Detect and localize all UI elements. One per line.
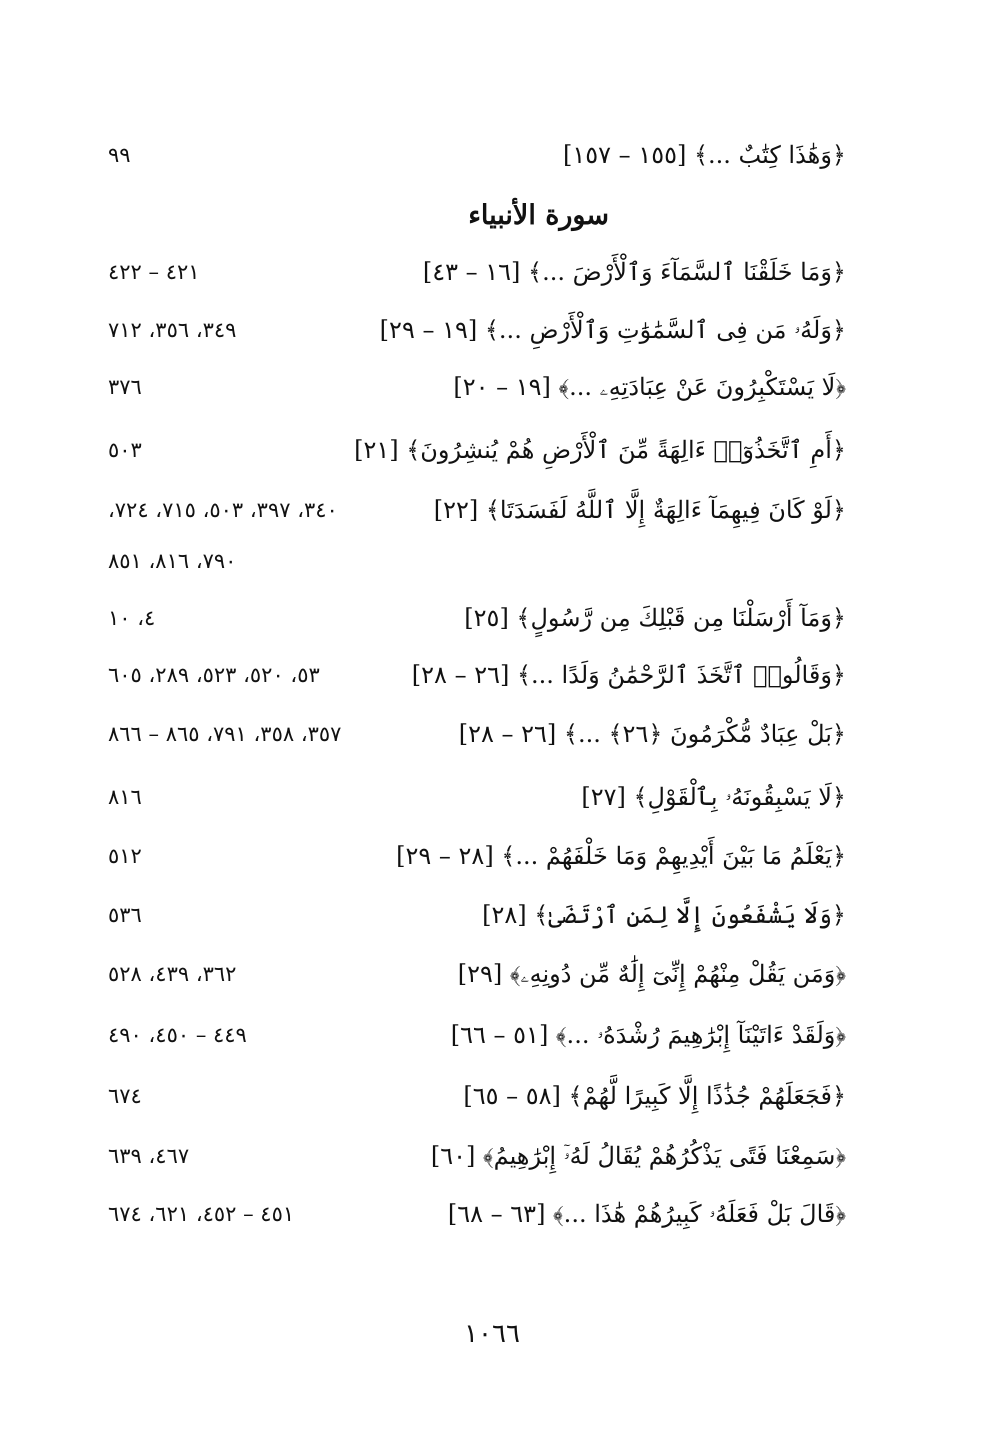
index-entry [0,777,984,817]
index-entry [0,252,984,292]
index-entry [0,836,984,876]
page-numbers: ٥٣٦ [108,903,142,927]
index-entry [0,1015,984,1055]
verse-reference: ﴿لَا يَسْتَكْبِرُونَ عَنْ عِبَادَتِهِۦ ...﴾ [١٩ – ٢٠] [453,373,846,401]
page-numbers: ٤، ١٠ [108,606,156,630]
page-numbers: ٤٦٧، ٦٣٩ [108,1144,190,1168]
verse-reference: ﴿يَعْلَمُ مَا بَيْنَ أَيْدِيهِمْ وَمَا خَلْفَهُمْ ...﴾ [٢٨ – ٢٩] [396,842,846,870]
page-numbers: ٥٣، ٥٢٠، ٥٢٣، ٢٨٩، ٦٠٥ [108,663,320,687]
surah-heading: سورة الأنبياء [468,200,609,231]
index-entry [0,598,984,638]
index-entry [0,954,984,994]
verse-reference: ﴿لَا يَسْبِقُونَهُۥ بِٱلْقَوْلِ﴾ [٢٧] [581,783,846,811]
verse-reference: ﴿وَمَن يَقُلْ مِنْهُمْ إِنِّىٓ إِلَٰهٌ مِّن دُونِهِۦ﴾ [٢٩] [457,960,846,988]
verse-reference: ﴿وَهَٰذَا كِتَٰبٌ ...﴾ [١٥٥ – ١٥٧] [563,141,846,169]
verse-reference: ﴿فَجَعَلَهُمْ جُذَٰذًا إِلَّا كَبِيرًا لَّهُمْ﴾ [٥٨ – ٦٥] [463,1082,846,1110]
page-number-footer: ١٠٦٦ [464,1319,520,1349]
page-numbers: ٤٢١ – ٤٢٢ [108,260,200,284]
index-entry [0,135,984,175]
page-numbers: ٧٩٠، ٨١٦، ٨٥١ [108,549,237,573]
verse-reference: ﴿وَمَا خَلَقْنَا ٱلسَّمَآءَ وَٱلْأَرْضَ ...﴾ [١٦ – ٤٣] [422,258,846,286]
verse-reference: ﴿وَقَالُوا۟ ٱتَّخَذَ ٱلرَّحْمَٰنُ وَلَدًا ...﴾ [٢٦ – ٢٨] [411,661,846,689]
index-entry [0,1136,984,1176]
index-entry [0,430,984,470]
verse-reference: ﴿لَوْ كَانَ فِيهِمَآ ءَالِهَةٌ إِلَّا ٱللَّهُ لَفَسَدَتَا﴾ [٢٢] [433,496,846,524]
page-numbers: ٣٤٠، ٣٩٧، ٥٠٣، ٧١٥، ٧٢٤، [108,498,338,522]
verse-reference: ﴿وَلَهُۥ مَن فِى ٱلسَّمَٰوَٰتِ وَٱلْأَرْضِ ...﴾ [١٩ – ٢٩] [379,316,846,344]
page-numbers: ٣٧٦ [108,375,142,399]
page-numbers: ٣٦٢، ٤٣٩، ٥٢٨ [108,962,237,986]
page-numbers: ٦٧٤ [108,1084,142,1108]
page-numbers: ٤٤٩ – ٤٥٠، ٤٩٠ [108,1023,247,1047]
verse-reference: ﴿وَلَقَدْ ءَاتَيْنَآ إِبْرَٰهِيمَ رُشْدَهُۥ ...﴾ [٥١ – ٦٦] [450,1021,846,1049]
index-entry [0,1194,984,1234]
page-numbers: ٣٤٩، ٣٥٦، ٧١٢ [108,318,237,342]
page-numbers: ٣٥٧، ٣٥٨، ٧٩١، ٨٦٥ – ٨٦٦ [108,722,342,746]
index-entry [0,1076,984,1116]
index-entry-continuation [0,541,984,581]
page-numbers: ٥٠٣ [108,438,142,462]
verse-reference: ﴿بَلْ عِبَادٌ مُّكْرَمُونَ ﴿٢٦﴾ ...﴾ [٢٦ – ٢٨] [458,720,846,748]
page-numbers: ٤٥١ – ٤٥٢، ٦٢١، ٦٧٤ [108,1202,295,1226]
index-entry [0,490,984,530]
page-numbers: ٩٩ [108,143,131,167]
verse-reference: ﴿سَمِعْنَا فَتًى يَذْكُرُهُمْ يُقَالُ لَهُۥٓ إِبْرَٰهِيمُ﴾ [٦٠] [430,1142,846,1170]
index-entry [0,714,984,754]
index-entry [0,310,984,350]
verse-reference: ﴿قَالَ بَلْ فَعَلَهُۥ كَبِيرُهُمْ هَٰذَا ...﴾ [٦٣ – ٦٨] [447,1200,846,1228]
page-numbers: ٥١٢ [108,844,142,868]
index-entry [0,367,984,407]
index-entry [0,655,984,695]
verse-reference: ﴿وَلَا يَشْفَعُونَ إِلَّا لِمَنِ ٱرْتَضَىٰ﴾ [٢٨] [482,901,846,929]
page-numbers: ٨١٦ [108,785,142,809]
verse-reference: ﴿وَمَآ أَرْسَلْنَا مِن قَبْلِكَ مِن رَّسُولٍ﴾ [٢٥] [464,604,846,632]
index-entry [0,895,984,935]
verse-reference: ﴿أَمِ ٱتَّخَذُوٓا۟ ءَالِهَةً مِّنَ ٱلْأَرْضِ هُمْ يُنشِرُونَ﴾ [٢١] [354,436,846,464]
